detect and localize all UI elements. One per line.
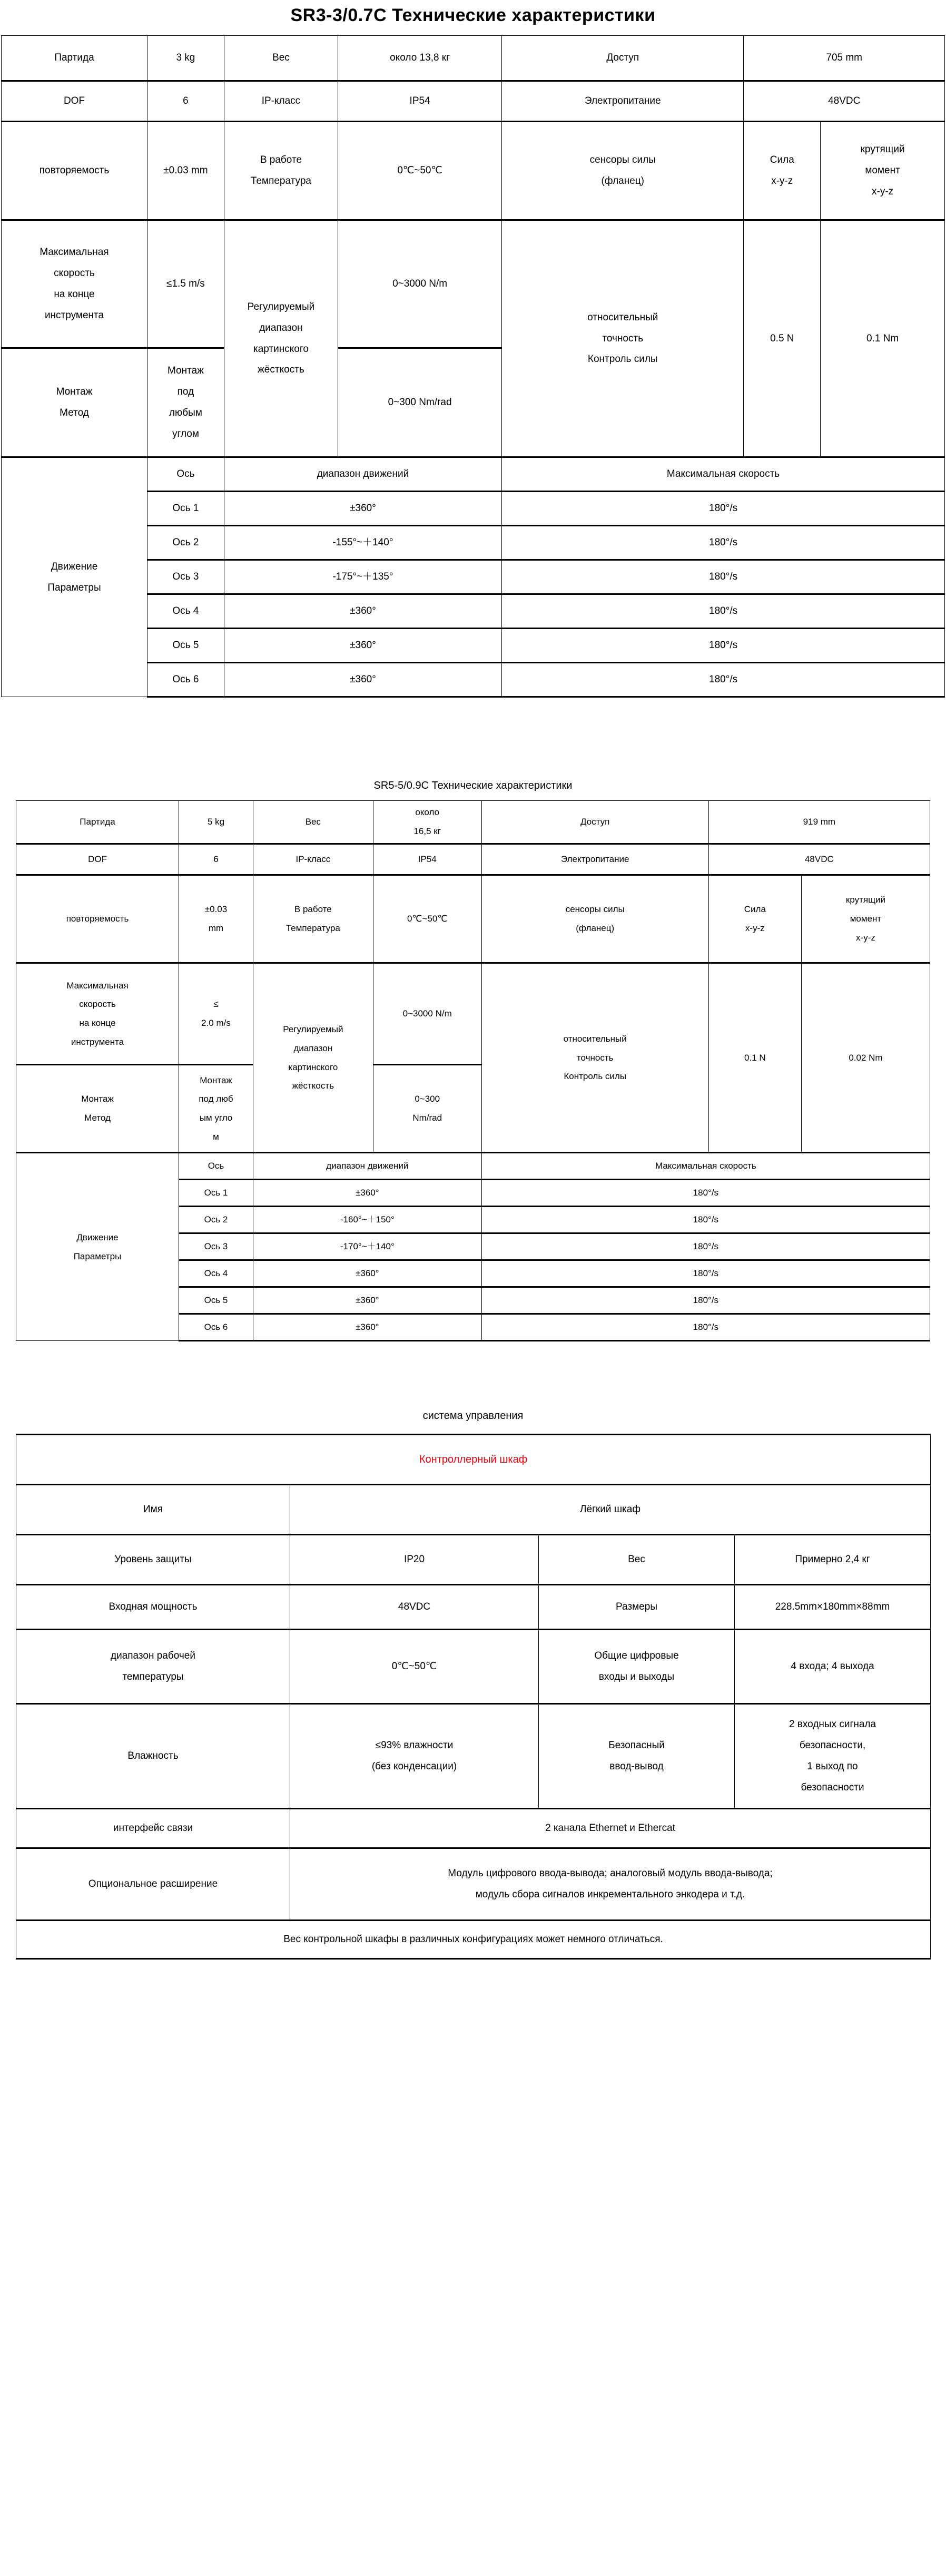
cell-mounting-value: Монтаж под люб ым угло м [179, 1065, 253, 1153]
cell-axis-name: Ось 5 [147, 629, 224, 663]
table-row-repeatability [2, 122, 945, 220]
cell-axis-range: ±360° [253, 1180, 481, 1207]
cell-axis-range: -160°~＋150° [253, 1207, 481, 1233]
table-row-motion-header [16, 1153, 930, 1180]
table-sr5-specifications [16, 800, 930, 1341]
cell-axis-name: Ось 6 [147, 663, 224, 697]
cell-force-axes: Сила x-y-z [744, 122, 821, 220]
cell-stiffness-label: Регулируемый диапазон картинского жёсткость [253, 963, 373, 1153]
cell-name-value: Лёгкий шкаф [290, 1485, 931, 1535]
table-row-basic-1 [2, 36, 945, 81]
cell-temperature-label: В работе Температура [253, 875, 373, 963]
cell-axis-name: Ось 2 [179, 1207, 253, 1233]
cell-force-accuracy-value: 0.1 N [708, 963, 801, 1153]
cell-cabinet-banner: Контроллерный шкаф [16, 1435, 931, 1485]
cell-protection-value: IP20 [290, 1535, 539, 1585]
cell-repeatability-label: повторяемость [2, 122, 147, 220]
cell-part-value: 3 kg [147, 36, 224, 81]
cell-axis-name: Ось 2 [147, 526, 224, 560]
cell-expansion-value: Модуль цифрового ввода-вывода; аналоговый модуль ввода-вывода; модуль сбора сигналов инкрементального энкодера и т.д. [290, 1848, 931, 1921]
section-spacer [0, 698, 946, 777]
cell-reach-label: Доступ [481, 801, 708, 844]
cell-reach-value: 919 mm [708, 801, 930, 844]
cell-force-accuracy-label: относительный точность Контроль силы [481, 963, 708, 1153]
cell-speed-header: Максимальная скорость [502, 457, 945, 492]
cell-force-axes: Сила x-y-z [708, 875, 801, 963]
cell-range-header: диапазон движений [224, 457, 501, 492]
cell-stiffness-linear: 0~3000 N/m [373, 963, 481, 1065]
cell-axis-range: ±360° [253, 1314, 481, 1341]
cell-safety-io-label: Безопасный ввод-вывод [539, 1704, 735, 1809]
cell-axis-name: Ось 3 [147, 560, 224, 594]
cell-weight-value: около 13,8 кг [338, 36, 502, 81]
cell-operating-temp-value: 0℃~50℃ [290, 1630, 539, 1704]
cell-axis-range: ±360° [224, 629, 501, 663]
cell-torque-accuracy-value: 0.02 Nm [801, 963, 930, 1153]
cell-axis-speed: 180°/s [502, 560, 945, 594]
cell-max-speed-value: ≤ 2.0 m/s [179, 963, 253, 1065]
cell-axis-range: ±360° [253, 1287, 481, 1314]
cell-force-sensor-label: сенсоры силы (фланец) [481, 875, 708, 963]
cell-axis-speed: 180°/s [502, 663, 945, 697]
cell-ipclass-label: IP-класс [224, 81, 338, 122]
cell-repeatability-value: ±0.03 mm [147, 122, 224, 220]
cell-dimensions-value: 228.5mm×180mm×88mm [735, 1585, 931, 1630]
cell-power-value: 48VDC [744, 81, 945, 122]
table-row-repeatability [16, 875, 930, 963]
table3-title: система управления [422, 1410, 524, 1422]
cell-input-power-label: Входная мощность [16, 1585, 290, 1630]
cell-dof-label: DOF [2, 81, 147, 122]
cell-axis-speed: 180°/s [502, 492, 945, 526]
cell-stiffness-rotational: 0~300 Nm/rad [373, 1065, 481, 1153]
cell-digital-io-value: 4 входа; 4 выхода [735, 1630, 931, 1704]
cell-cabinet-weight-value: Примерно 2,4 кг [735, 1535, 931, 1585]
cell-axis-name: Ось 1 [179, 1180, 253, 1207]
cell-max-speed-label: Максимальная скорость на конце инструмента [2, 220, 147, 348]
cell-ipclass-label: IP-класс [253, 844, 373, 875]
cell-power-label: Электропитание [481, 844, 708, 875]
table-row-basic-1 [16, 801, 930, 844]
cell-stiffness-rotational: 0~300 Nm/rad [338, 348, 502, 457]
cell-axis-name: Ось 4 [147, 594, 224, 629]
cell-weight-value: около 16,5 кг [373, 801, 481, 844]
cell-axis-name: Ось 1 [147, 492, 224, 526]
table-row-basic-2 [16, 844, 930, 875]
table2-title: SR5-5/0.9C Технические характеристики [373, 780, 573, 791]
cell-ipclass-value: IP54 [373, 844, 481, 875]
cell-operating-temp-label: диапазон рабочей температуры [16, 1630, 290, 1704]
cell-torque-axes: крутящий момент x-y-z [801, 875, 930, 963]
cell-axis-speed: 180°/s [481, 1207, 930, 1233]
cell-humidity-value: ≤93% влажности (без конденсации) [290, 1704, 539, 1809]
cell-part-label: Партида [2, 36, 147, 81]
cell-stiffness-linear: 0~3000 N/m [338, 220, 502, 348]
cell-interface-label: интерфейс связи [16, 1809, 290, 1848]
table-row-expansion [16, 1848, 931, 1921]
cell-safety-io-value: 2 входных сигнала безопасности, 1 выход по безопасности [735, 1704, 931, 1809]
cell-ipclass-value: IP54 [338, 81, 502, 122]
cell-axis-speed: 180°/s [481, 1233, 930, 1260]
cell-axis-header: Ось [147, 457, 224, 492]
cell-torque-axes: крутящий момент x-y-z [821, 122, 945, 220]
cell-axis-name: Ось 3 [179, 1233, 253, 1260]
cell-temperature-label: В работе Температура [224, 122, 338, 220]
cell-motion-params-label: Движение Параметры [2, 457, 147, 697]
table-row-max-speed [16, 963, 930, 1065]
cell-temperature-value: 0℃~50℃ [373, 875, 481, 963]
cell-temperature-value: 0℃~50℃ [338, 122, 502, 220]
table1-title: SR3-3/0.7C Технические характеристики [290, 5, 656, 25]
cell-interface-value: 2 канала Ethernet и Ethercat [290, 1809, 931, 1848]
cell-axis-range: ±360° [224, 594, 501, 629]
cell-part-label: Партида [16, 801, 179, 844]
table-row-banner [16, 1435, 931, 1485]
cell-protection-label: Уровень защиты [16, 1535, 290, 1585]
cell-torque-accuracy-value: 0.1 Nm [821, 220, 945, 457]
cell-axis-range: -175°~＋135° [224, 560, 501, 594]
table-sr3-specifications [1, 35, 945, 698]
table-control-cabinet [16, 1434, 931, 1960]
table-row-motion-header [2, 457, 945, 492]
cell-max-speed-label: Максимальная скорость на конце инструмента [16, 963, 179, 1065]
cell-axis-speed: 180°/s [502, 526, 945, 560]
table-row-interface [16, 1809, 931, 1848]
cell-axis-range: ±360° [224, 492, 501, 526]
cell-power-label: Электропитание [502, 81, 744, 122]
cell-axis-speed: 180°/s [481, 1180, 930, 1207]
cell-mounting-label: Монтаж Метод [2, 348, 147, 457]
cell-force-accuracy-value: 0.5 N [744, 220, 821, 457]
table-row-protection [16, 1535, 931, 1585]
table-row-basic-2 [2, 81, 945, 122]
cell-dof-label: DOF [16, 844, 179, 875]
cell-mounting-value: Монтаж под любым углом [147, 348, 224, 457]
cell-part-value: 5 kg [179, 801, 253, 844]
cell-motion-params-label: Движение Параметры [16, 1153, 179, 1341]
cell-footnote: Вес контрольной шкафы в различных конфигурациях может немного отличаться. [16, 1921, 931, 1959]
cell-speed-header: Максимальная скорость [481, 1153, 930, 1180]
cell-repeatability-label: повторяемость [16, 875, 179, 963]
cell-repeatability-value: ±0.03 mm [179, 875, 253, 963]
cell-axis-range: ±360° [224, 663, 501, 697]
cell-axis-header: Ось [179, 1153, 253, 1180]
table-row-humidity [16, 1704, 931, 1809]
cell-dimensions-label: Размеры [539, 1585, 735, 1630]
cell-axis-name: Ось 4 [179, 1260, 253, 1287]
cell-input-power-value: 48VDC [290, 1585, 539, 1630]
cell-axis-speed: 180°/s [502, 629, 945, 663]
section-spacer [0, 1341, 946, 1405]
cell-expansion-label: Опциональное расширение [16, 1848, 290, 1921]
cell-name-label: Имя [16, 1485, 290, 1535]
cell-range-header: диапазон движений [253, 1153, 481, 1180]
table-row-name [16, 1485, 931, 1535]
table-row-footnote [16, 1921, 931, 1959]
table-row-power [16, 1585, 931, 1630]
cell-power-value: 48VDC [708, 844, 930, 875]
cell-mounting-label: Монтаж Метод [16, 1065, 179, 1153]
cell-axis-range: -170°~＋140° [253, 1233, 481, 1260]
cell-digital-io-label: Общие цифровые входы и выходы [539, 1630, 735, 1704]
cell-axis-speed: 180°/s [502, 594, 945, 629]
cell-axis-range: ±360° [253, 1260, 481, 1287]
table-row-max-speed [2, 220, 945, 348]
cell-max-speed-value: ≤1.5 m/s [147, 220, 224, 348]
cell-stiffness-label: Регулируемый диапазон картинского жёсткость [224, 220, 338, 457]
cell-axis-speed: 180°/s [481, 1260, 930, 1287]
cell-dof-value: 6 [179, 844, 253, 875]
cell-force-sensor-label: сенсоры силы (фланец) [502, 122, 744, 220]
cell-reach-label: Доступ [502, 36, 744, 81]
cell-axis-range: -155°~＋140° [224, 526, 501, 560]
cell-weight-label: Вес [253, 801, 373, 844]
table-row-temperature [16, 1630, 931, 1704]
cell-weight-label: Вес [224, 36, 338, 81]
cell-axis-speed: 180°/s [481, 1314, 930, 1341]
cell-force-accuracy-label: относительный точность Контроль силы [502, 220, 744, 457]
cell-axis-name: Ось 6 [179, 1314, 253, 1341]
cell-cabinet-weight-label: Вес [539, 1535, 735, 1585]
cell-axis-speed: 180°/s [481, 1287, 930, 1314]
cell-dof-value: 6 [147, 81, 224, 122]
cell-humidity-label: Влажность [16, 1704, 290, 1809]
cell-axis-name: Ось 5 [179, 1287, 253, 1314]
cell-reach-value: 705 mm [744, 36, 945, 81]
